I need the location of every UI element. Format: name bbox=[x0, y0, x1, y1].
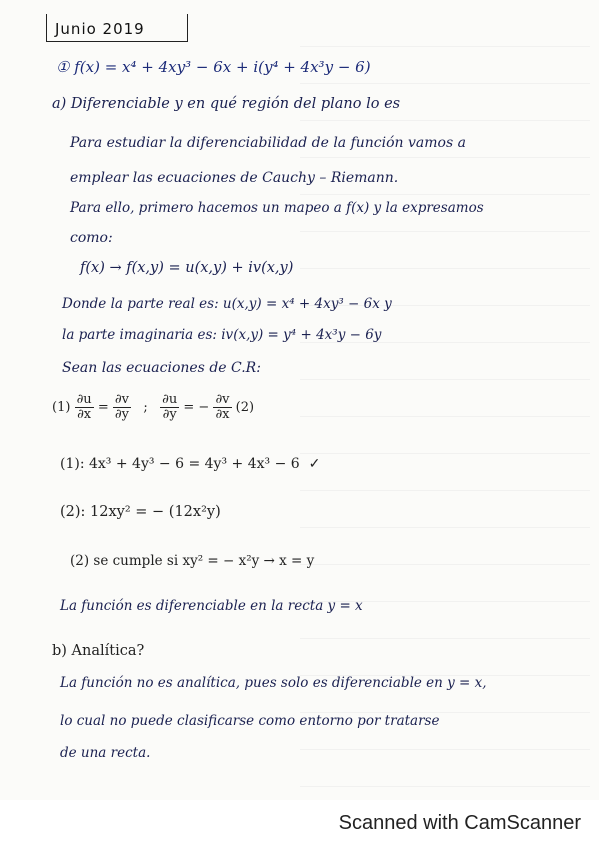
date-text: Junio 2019 bbox=[55, 20, 145, 38]
equation-2: (2): 12xy² = − (12x²y) bbox=[60, 504, 221, 520]
cr-intro-line: Sean las ecuaciones de C.R: bbox=[62, 360, 261, 376]
text-line-3: Para ello, primero hacemos un mapeo a f(x) y la expresamos bbox=[70, 200, 484, 216]
camscanner-watermark: Scanned with CamScanner bbox=[338, 812, 581, 834]
part-b-line-2: lo cual no puede clasificarse como entorno por tratarse bbox=[60, 713, 440, 729]
fraction-du-dy: $\frac{\partial u}{\partial y}$ bbox=[162, 392, 178, 422]
fraction-du-dx: $\frac{\partial u}{\partial x}$ bbox=[76, 392, 92, 422]
cr-label-1: (1) bbox=[52, 400, 71, 415]
part-b-line-1: La función no es analítica, pues solo es diferenciable en y = x, bbox=[60, 675, 487, 691]
mapping-equation: f(x) → f(x,y) = u(x,y) + iv(x,y) bbox=[80, 260, 294, 276]
bleed-through-texture bbox=[300, 10, 590, 790]
check-mark-icon: ✓ bbox=[308, 456, 321, 472]
part-b-heading: b) Analítica? bbox=[52, 643, 145, 659]
part-a-heading: a) Diferenciable y en qué región del plano lo es bbox=[52, 96, 401, 112]
imaginary-part-line: la parte imaginaria es: iv(x,y) = y⁴ + 4x³y − 6y bbox=[62, 327, 382, 343]
part-b-line-3: de una recta. bbox=[60, 745, 151, 761]
cr-equations: (1) $\frac{\partial u}{\partial x}$ = $\frac{\partial v}{\partial y}$ ; $\frac{\partial u}{\partial y}$ = − $\frac{\partial v}{\partial x}$ (2) bbox=[52, 392, 255, 422]
fraction-dv-dx: $\frac{\partial v}{\partial x}$ bbox=[215, 392, 230, 422]
conclusion-a: La función es diferenciable en la recta y = x bbox=[60, 598, 363, 614]
text-line-4: como: bbox=[70, 230, 113, 246]
equation-1: (1): 4x³ + 4y³ − 6 = 4y³ + 4x³ − 6 ✓ bbox=[60, 456, 321, 472]
cr-label-2: (2) bbox=[235, 400, 255, 415]
date-box bbox=[46, 14, 188, 42]
text-line-2: emplear las ecuaciones de Cauchy – Riemann. bbox=[70, 170, 399, 186]
real-part-line: Donde la parte real es: u(x,y) = x⁴ + 4xy³ − 6x y bbox=[62, 296, 392, 312]
condition-line: (2) se cumple si xy² = − x²y → x = y bbox=[70, 553, 315, 569]
fraction-dv-dy: $\frac{\partial v}{\partial y}$ bbox=[114, 392, 129, 422]
text-line-1: Para estudiar la diferenciabilidad de la función vamos a bbox=[70, 135, 466, 151]
footer-bar bbox=[0, 800, 599, 848]
problem-statement: ① f(x) = x⁴ + 4xy³ − 6x + i(y⁴ + 4x³y − 6) bbox=[56, 58, 371, 76]
